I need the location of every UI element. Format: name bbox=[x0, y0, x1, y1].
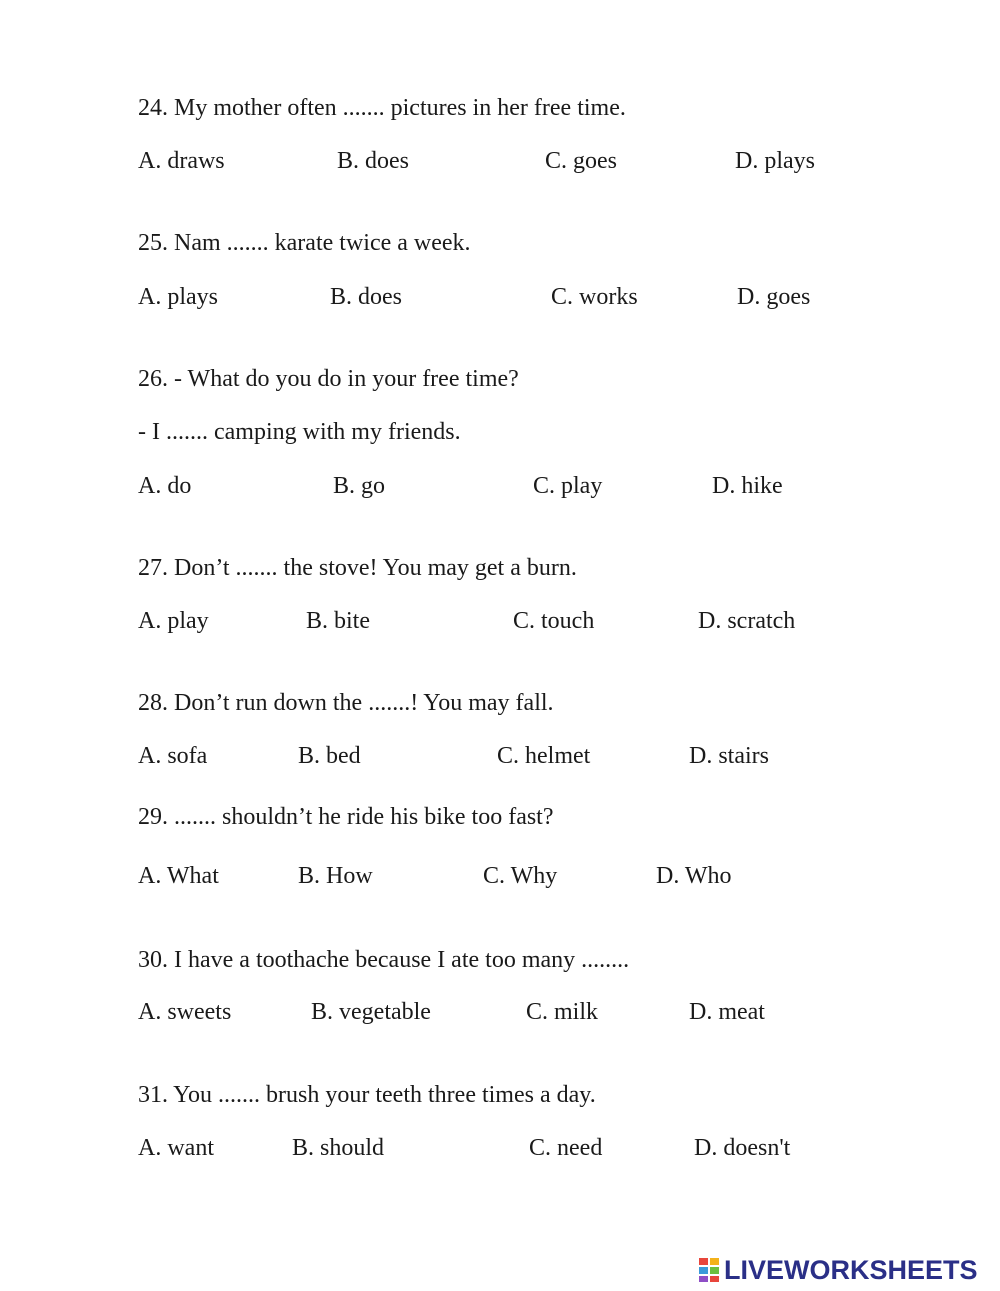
q25-option-d[interactable]: D. goes bbox=[737, 284, 811, 310]
q27-option-a[interactable]: A. play bbox=[138, 608, 209, 634]
q28-option-a[interactable]: A. sofa bbox=[138, 743, 208, 769]
q28-option-c[interactable]: C. helmet bbox=[497, 743, 591, 769]
liveworksheets-logo-icon bbox=[698, 1257, 720, 1283]
q26-option-b[interactable]: B. go bbox=[333, 473, 386, 499]
question-31: 31. You ....... brush your teeth three times a day. bbox=[138, 1082, 596, 1108]
q24-option-a[interactable]: A. draws bbox=[138, 148, 225, 174]
q31-option-b[interactable]: B. should bbox=[292, 1135, 385, 1161]
q27-option-d[interactable]: D. scratch bbox=[698, 608, 796, 634]
q29-option-a[interactable]: A. What bbox=[138, 863, 219, 889]
q30-option-b[interactable]: B. vegetable bbox=[311, 999, 431, 1025]
q25-option-c[interactable]: C. works bbox=[551, 284, 638, 310]
q30-option-d[interactable]: D. meat bbox=[689, 999, 765, 1025]
q29-option-b[interactable]: B. How bbox=[298, 863, 373, 889]
q27-option-b[interactable]: B. bite bbox=[306, 608, 370, 634]
q31-option-a[interactable]: A. want bbox=[138, 1135, 214, 1161]
q26-option-c[interactable]: C. play bbox=[533, 473, 603, 499]
q30-option-c[interactable]: C. milk bbox=[526, 999, 599, 1025]
q25-option-b[interactable]: B. does bbox=[330, 284, 402, 310]
q27-option-c[interactable]: C. touch bbox=[513, 608, 595, 634]
q25-option-a[interactable]: A. plays bbox=[138, 284, 218, 310]
q26-option-a[interactable]: A. do bbox=[138, 473, 192, 499]
q28-option-d[interactable]: D. stairs bbox=[689, 743, 769, 769]
question-24: 24. My mother often ....... pictures in her free time. bbox=[138, 95, 626, 121]
q24-option-d[interactable]: D. plays bbox=[735, 148, 815, 174]
question-26: 26. - What do you do in your free time? bbox=[138, 366, 519, 392]
brand-text: LIVEWORKSHEETS bbox=[724, 1254, 978, 1285]
question-26-line2: - I ....... camping with my friends. bbox=[138, 419, 461, 445]
q31-option-d[interactable]: D. doesn't bbox=[694, 1135, 791, 1161]
question-27: 27. Don’t ....... the stove! You may get a burn. bbox=[138, 555, 577, 581]
q26-option-d[interactable]: D. hike bbox=[712, 473, 783, 499]
liveworksheets-brand bbox=[698, 1255, 978, 1285]
q24-option-c[interactable]: C. goes bbox=[545, 148, 617, 174]
q30-option-a[interactable]: A. sweets bbox=[138, 999, 232, 1025]
q24-option-b[interactable]: B. does bbox=[337, 148, 409, 174]
question-25: 25. Nam ....... karate twice a week. bbox=[138, 230, 471, 256]
q29-option-c[interactable]: C. Why bbox=[483, 863, 558, 889]
question-28: 28. Don’t run down the .......! You may fall. bbox=[138, 690, 554, 716]
question-30: 30. I have a toothache because I ate too many ........ bbox=[138, 947, 630, 973]
question-29: 29. ....... shouldn’t he ride his bike too fast? bbox=[138, 804, 554, 830]
q29-option-d[interactable]: D. Who bbox=[656, 863, 732, 889]
q28-option-b[interactable]: B. bed bbox=[298, 743, 361, 769]
q31-option-c[interactable]: C. need bbox=[529, 1135, 603, 1161]
